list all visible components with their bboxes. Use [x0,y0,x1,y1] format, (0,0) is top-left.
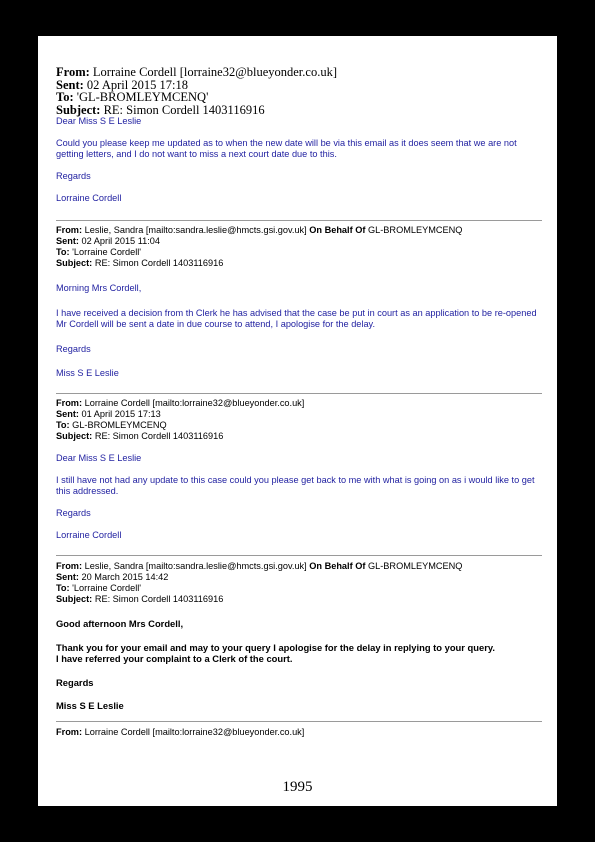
sent-line: Sent: 20 March 2015 14:42 [56,572,169,582]
subject-line: Subject: RE: Simon Cordell 1403116916 [56,102,265,117]
page-number: 1995 [282,779,313,795]
email-body [56,618,542,712]
greeting: Good afternoon Mrs Cordell, [56,618,184,629]
closing: Regards [56,676,94,688]
email-header [56,727,542,738]
to-line: To: 'Lorraine Cordell' [56,583,142,593]
to-line: To: 'Lorraine Cordell' [56,247,142,257]
to-line: To: 'GL-BROMLEYMCENQ' [56,90,209,104]
divider [56,721,542,722]
signature: Lorraine Cordell [56,530,122,540]
document-page [38,36,557,806]
message-paragraph: Could you please keep me updated as to when the new date will be via this email as it does seem that we are not getting letters, and I do not want to miss a next court date due to this. [56,138,517,159]
closing: Regards [56,171,91,181]
message-paragraph: Thank you for your email and may to your query I apologise for the delay in replying to your query. [56,641,495,653]
divider [56,555,542,556]
from-line: From: Leslie, Sandra [mailto:sandra.leslie@hmcts.gsi.gov.uk] On Behalf Of GL-BROMLEYMCENQ [56,225,463,235]
sent-line: Sent: 02 April 2015 11:04 [56,236,161,246]
sent-line: Sent: 02 April 2015 17:18 [56,77,188,92]
signature: Lorraine Cordell [56,193,122,203]
from-line: From: Lorraine Cordell [mailto:lorraine32@blueyonder.co.uk] [56,398,305,408]
message-paragraph: I still have not had any update to this case could you please get back to me with what is going on as i would like to get this addressed. [56,475,535,496]
to-line: To: GL-BROMLEYMCENQ [56,420,167,430]
message-paragraph: I have referred your complaint to a Clerk of the court. [56,653,293,664]
sent-line: Sent: 01 April 2015 17:13 [56,409,161,419]
from-line: From: Leslie, Sandra [mailto:sandra.leslie@hmcts.gsi.gov.uk] On Behalf Of GL-BROMLEYMCENQ [56,561,463,571]
divider [56,393,542,394]
closing: Regards [56,508,91,518]
from-line: From: Lorraine Cordell [lorraine32@blueyonder.co.uk] [56,65,337,79]
subject-line: Subject: RE: Simon Cordell 1403116916 [56,431,224,441]
email-header [56,398,542,442]
greeting: Dear Miss S E Leslie [56,116,142,126]
greeting: Morning Mrs Cordell, [56,283,142,293]
email-header [56,561,542,605]
email-header [56,225,542,269]
email-header [56,66,542,116]
message-paragraph: I have received a decision from th Clerk he has advised that the case be put in court as an application to be re-opened Mr Cordell will be sent a date in due course to attend, I apologise for the delay. [56,308,537,329]
signature: Miss S E Leslie [56,368,119,378]
email-thread [56,66,542,738]
email-body [56,453,542,541]
email-body [56,116,542,204]
closing: Regards [56,344,91,354]
subject-line: Subject: RE: Simon Cordell 1403116916 [56,258,224,268]
divider [56,220,542,221]
subject-line: Subject: RE: Simon Cordell 1403116916 [56,594,224,604]
from-line: From: Lorraine Cordell [mailto:lorraine32@blueyonder.co.uk] [56,726,305,737]
email-body [56,283,542,379]
greeting: Dear Miss S E Leslie [56,453,142,463]
signature: Miss S E Leslie [56,700,124,711]
